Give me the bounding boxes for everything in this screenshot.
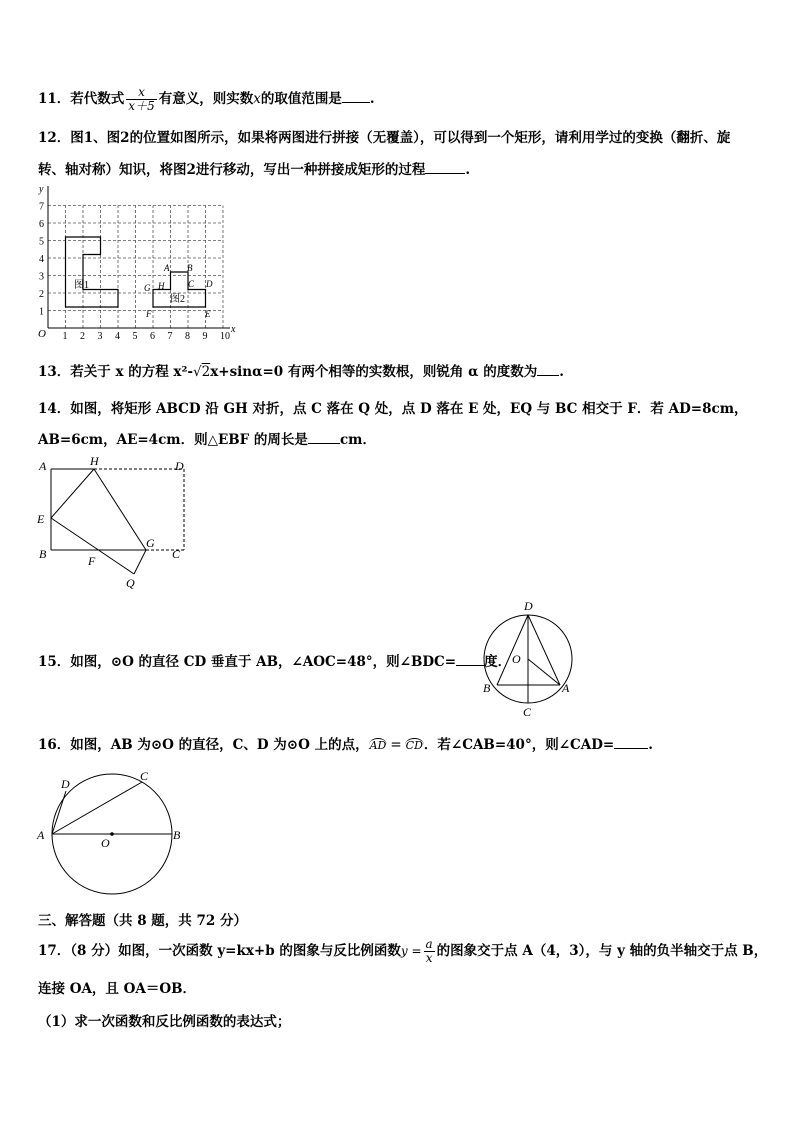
q13-prefix: 13．若关于 x 的方程 x²- [38, 364, 193, 380]
label-B: B [173, 828, 181, 842]
q12-grid-figure [32, 180, 242, 342]
x-tick-label: 9 [202, 331, 208, 342]
q12-line1: 12．图1、图2的位置如图所示，如果将两图进行拼接（无覆盖），可以得到一个矩形，请利用学过的变换（翻折、旋 [38, 130, 731, 146]
label-B: B [483, 681, 491, 695]
x-tick-label: 2 [80, 331, 85, 342]
q16-prefix: 16．如图，AB 为⊙O 的直径，C、D 为⊙O 上的点， [38, 737, 369, 753]
fig2-label: 图2 [170, 294, 185, 305]
q16-arc-AD: AD [369, 739, 387, 752]
q17-sub1: （1）求一次函数和反比例函数的表达式； [38, 1014, 291, 1030]
q14-answer-blank[interactable] [308, 443, 340, 444]
label-D: D [524, 599, 533, 613]
q12-end: . [465, 162, 471, 178]
question-11 [38, 86, 375, 113]
point-G: G [144, 283, 151, 293]
point-C: C [188, 279, 195, 289]
q16-answer-blank[interactable] [614, 748, 648, 749]
point-B: B [187, 263, 193, 273]
x-tick-label: 4 [115, 331, 120, 342]
label-A: A [37, 828, 45, 842]
q13-suffix: x+sinα=0 有两个相等的实数根，则锐角 α 的度数为 [210, 364, 538, 380]
q16-mid: ．若∠CAB=40°，则∠CAD= [423, 737, 615, 753]
x-tick-label: 8 [185, 331, 190, 342]
q12-answer-blank[interactable] [425, 173, 465, 174]
q11-end: . [369, 91, 375, 107]
q15-end: 度． [484, 654, 512, 670]
point-F: F [146, 309, 152, 319]
q11-prefix: 11．若代数式 [38, 91, 125, 107]
label-A: A [562, 681, 570, 695]
q14-line2: AB=6cm，AE=4cm．则△EBF 的周长是 [38, 432, 308, 448]
q17-suffix: 的图象交于点 A（4，3），与 y 轴的负半轴交于点 B， [436, 943, 768, 959]
question-15 [38, 650, 511, 670]
q14-end: cm． [339, 432, 376, 448]
y-tick-label: 5 [39, 236, 44, 248]
q17-frac-den: x [425, 951, 433, 965]
q11-var: x [253, 91, 261, 107]
label-C: C [140, 769, 149, 783]
label-O: O [101, 836, 110, 850]
q14-line1: 14．如图，将矩形 ABCD 沿 GH 对折，点 C 落在 Q 处，点 D 落在 E 处，EQ 与 BC 相交于 F．若 AD=8cm， [38, 401, 748, 417]
q13-answer-blank[interactable] [537, 375, 559, 376]
q12-line2: 转、轴对称）知识，将图2进行移动，写出一种拼接成矩形的过程 [38, 162, 426, 178]
q17-prefix: 17．（8 分）如图，一次函数 y=kx+b 的图象与反比例函数 [38, 943, 401, 959]
q15-prefix: 15．如图，⊙O 的直径 CD 垂直于 AB，∠AOC=48°，则∠BDC= [38, 654, 457, 670]
label-B: B [39, 547, 47, 561]
x-tick-label: 5 [132, 331, 138, 342]
label-E: E [37, 512, 45, 526]
section-3-heading: 三、解答题（共 8 题，共 72 分） [38, 913, 247, 929]
point-A: A [164, 263, 170, 273]
question-14-line2 [38, 428, 376, 448]
sqrt-symbol: √2 [193, 364, 211, 380]
q11-fraction [126, 86, 156, 113]
label-Q: Q [126, 576, 135, 590]
q14-figure [34, 454, 194, 594]
y-tick-label: 2 [39, 289, 44, 300]
question-12-line2 [38, 158, 470, 178]
q11-answer-blank[interactable] [342, 102, 370, 103]
x-tick-label: 7 [167, 331, 173, 342]
q17-y-eq: y = [400, 944, 422, 958]
point-H: H [158, 281, 165, 291]
x-axis-label: x [231, 324, 236, 335]
label-D: D [175, 459, 184, 473]
q11-mid: 有意义，则实数 [158, 91, 254, 107]
point-D: D [206, 279, 213, 289]
y-tick-label: 3 [39, 271, 44, 283]
label-C: C [523, 705, 532, 719]
x-tick-label: 6 [150, 331, 155, 342]
y-axis-label: y [39, 184, 44, 195]
y-tick-label: 4 [39, 254, 44, 265]
label-O: O [512, 652, 521, 666]
q11-suffix: 的取值范围是 [260, 91, 342, 107]
q16-figure [34, 764, 194, 898]
y-tick-label: 7 [39, 201, 44, 213]
q11-frac-den: x＋5 [128, 99, 155, 113]
q16-end: . [648, 737, 653, 753]
q11-frac-num: x [126, 86, 156, 100]
label-C: C [172, 547, 181, 561]
label-D: D [61, 777, 70, 791]
x-tick-label: 1 [62, 331, 68, 342]
figure-1-shape [66, 237, 119, 307]
y-tick-label: 1 [39, 306, 44, 318]
q13-end: . [559, 364, 564, 380]
point-E: E [205, 309, 211, 319]
q17-fraction [424, 938, 435, 965]
x-tick-label: 10 [220, 331, 230, 342]
q13-sqrt-value: 2 [201, 364, 211, 380]
question-17 [38, 938, 767, 965]
label-H: H [90, 454, 99, 468]
question-13 [38, 360, 564, 380]
q16-arc-CD: CD [405, 739, 423, 752]
x-tick-label: 3 [97, 331, 103, 342]
y-tick-label: 6 [39, 219, 44, 230]
label-F: F [88, 554, 96, 568]
q17-line2: 连接 OA，且 OA＝OB． [38, 981, 197, 997]
q15-figure [478, 596, 590, 720]
fig1-label: 图1 [74, 280, 89, 291]
origin-label: O [38, 328, 46, 340]
question-16 [38, 733, 653, 753]
label-G: G [146, 536, 155, 550]
label-A: A [39, 459, 47, 473]
q17-frac-num: a [425, 937, 433, 951]
q16-eq: = [390, 737, 402, 753]
